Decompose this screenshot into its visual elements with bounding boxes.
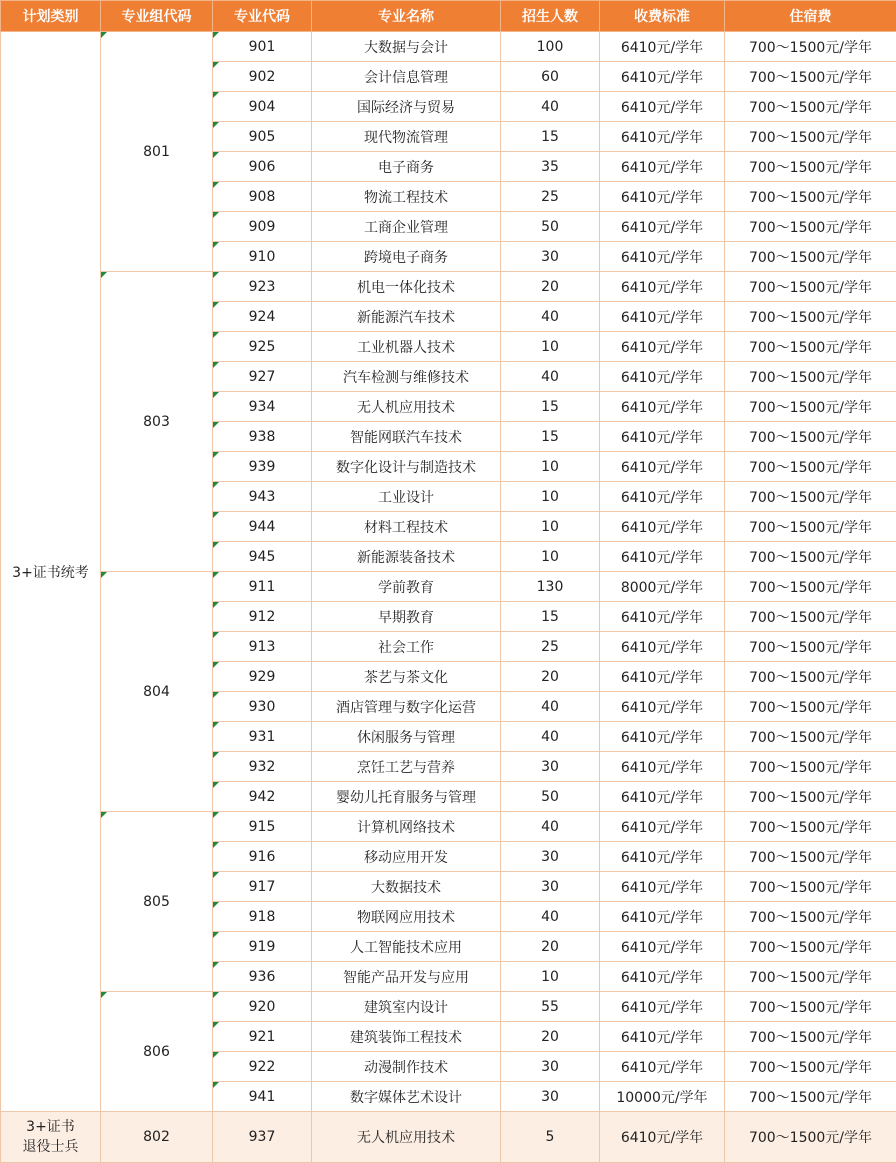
- major-code-cell: 927: [213, 362, 312, 392]
- dorm-fee-cell: 700～1500元/学年: [725, 932, 896, 962]
- quota-cell: 10: [501, 332, 600, 362]
- tuition-cell: 6410元/学年: [600, 92, 725, 122]
- tuition-cell: 6410元/学年: [600, 122, 725, 152]
- quota-cell: 60: [501, 62, 600, 92]
- tuition-cell: 6410元/学年: [600, 872, 725, 902]
- table-row: [1, 992, 896, 1022]
- quota-cell: 25: [501, 182, 600, 212]
- dorm-fee-cell: 700～1500元/学年: [725, 242, 896, 272]
- table-row-veterans: [1, 1112, 896, 1163]
- major-code-cell: 905: [213, 122, 312, 152]
- major-name-cell: 智能产品开发与应用: [312, 962, 501, 992]
- major-name-cell: 建筑装饰工程技术: [312, 1022, 501, 1052]
- group-code-cell: 803: [101, 272, 213, 572]
- major-name-cell: 酒店管理与数字化运营: [312, 692, 501, 722]
- major-name-cell: 建筑室内设计: [312, 992, 501, 1022]
- tuition-cell: 6410元/学年: [600, 542, 725, 572]
- major-code-cell: 925: [213, 332, 312, 362]
- dorm-fee-cell: 700～1500元/学年: [725, 482, 896, 512]
- tuition-cell: 6410元/学年: [600, 1052, 725, 1082]
- major-name-cell: 新能源汽车技术: [312, 302, 501, 332]
- dorm-fee-cell: 700～1500元/学年: [725, 692, 896, 722]
- tuition-cell: 6410元/学年: [600, 452, 725, 482]
- major-code-cell: 908: [213, 182, 312, 212]
- major-code-cell: 917: [213, 872, 312, 902]
- quota-cell: 40: [501, 92, 600, 122]
- tuition-cell: 6410元/学年: [600, 842, 725, 872]
- major-name-cell: 材料工程技术: [312, 512, 501, 542]
- quota-cell: 100: [501, 32, 600, 62]
- tuition-cell: 10000元/学年: [600, 1082, 725, 1112]
- plan-category-cell: 3+证书统考: [1, 32, 101, 1112]
- quota-cell: 20: [501, 932, 600, 962]
- dorm-fee-cell: 700～1500元/学年: [725, 182, 896, 212]
- major-code-cell: 938: [213, 422, 312, 452]
- major-name-cell: 休闲服务与管理: [312, 722, 501, 752]
- major-name-cell: 人工智能技术应用: [312, 932, 501, 962]
- major-name-cell: 机电一体化技术: [312, 272, 501, 302]
- major-name-cell: 会计信息管理: [312, 62, 501, 92]
- tuition-cell: 6410元/学年: [600, 962, 725, 992]
- major-name-cell: 工商企业管理: [312, 212, 501, 242]
- major-code-cell: 913: [213, 632, 312, 662]
- dorm-fee-cell: 700～1500元/学年: [725, 272, 896, 302]
- quota-cell: 10: [501, 482, 600, 512]
- major-name-cell: 工业机器人技术: [312, 332, 501, 362]
- header-major-code: 专业代码: [213, 1, 312, 32]
- quota-cell: 20: [501, 662, 600, 692]
- major-code-cell: 901: [213, 32, 312, 62]
- quota-cell: 10: [501, 452, 600, 482]
- major-code-cell: 937: [213, 1112, 312, 1163]
- major-name-cell: 工业设计: [312, 482, 501, 512]
- major-code-cell: 906: [213, 152, 312, 182]
- major-code-cell: 920: [213, 992, 312, 1022]
- table-row: [1, 812, 896, 842]
- group-code-cell: 804: [101, 572, 213, 812]
- major-name-cell: 计算机网络技术: [312, 812, 501, 842]
- dorm-fee-cell: 700～1500元/学年: [725, 1082, 896, 1112]
- tuition-cell: 6410元/学年: [600, 662, 725, 692]
- quota-cell: 30: [501, 872, 600, 902]
- major-code-cell: 910: [213, 242, 312, 272]
- quota-cell: 15: [501, 392, 600, 422]
- major-name-cell: 电子商务: [312, 152, 501, 182]
- major-code-cell: 918: [213, 902, 312, 932]
- dorm-fee-cell: 700～1500元/学年: [725, 92, 896, 122]
- tuition-cell: 6410元/学年: [600, 482, 725, 512]
- table-body: [1, 32, 896, 1163]
- table-row: [1, 32, 896, 62]
- tuition-cell: 6410元/学年: [600, 722, 725, 752]
- dorm-fee-cell: 700～1500元/学年: [725, 842, 896, 872]
- quota-cell: 20: [501, 272, 600, 302]
- dorm-fee-cell: 700～1500元/学年: [725, 62, 896, 92]
- dorm-fee-cell: 700～1500元/学年: [725, 32, 896, 62]
- tuition-cell: 6410元/学年: [600, 362, 725, 392]
- major-code-cell: 915: [213, 812, 312, 842]
- tuition-cell: 6410元/学年: [600, 992, 725, 1022]
- major-name-cell: 跨境电子商务: [312, 242, 501, 272]
- quota-cell: 30: [501, 842, 600, 872]
- major-name-cell: 学前教育: [312, 572, 501, 602]
- major-code-cell: 944: [213, 512, 312, 542]
- group-code-cell: 801: [101, 32, 213, 272]
- major-code-cell: 929: [213, 662, 312, 692]
- dorm-fee-cell: 700～1500元/学年: [725, 962, 896, 992]
- tuition-cell: 6410元/学年: [600, 1112, 725, 1163]
- tuition-cell: 6410元/学年: [600, 812, 725, 842]
- header-group-code: 专业组代码: [101, 1, 213, 32]
- dorm-fee-cell: 700～1500元/学年: [725, 572, 896, 602]
- tuition-cell: 6410元/学年: [600, 602, 725, 632]
- major-name-cell: 现代物流管理: [312, 122, 501, 152]
- major-code-cell: 934: [213, 392, 312, 422]
- quota-cell: 30: [501, 1052, 600, 1082]
- quota-cell: 130: [501, 572, 600, 602]
- quota-cell: 40: [501, 722, 600, 752]
- dorm-fee-cell: 700～1500元/学年: [725, 782, 896, 812]
- tuition-cell: 6410元/学年: [600, 152, 725, 182]
- quota-cell: 40: [501, 692, 600, 722]
- plan-category-line: 退役士兵: [22, 1139, 79, 1155]
- tuition-cell: 6410元/学年: [600, 1022, 725, 1052]
- dorm-fee-cell: 700～1500元/学年: [725, 542, 896, 572]
- major-name-cell: 动漫制作技术: [312, 1052, 501, 1082]
- dorm-fee-cell: 700～1500元/学年: [725, 1112, 896, 1163]
- header-row: [1, 1, 896, 32]
- tuition-cell: 6410元/学年: [600, 512, 725, 542]
- major-code-cell: 930: [213, 692, 312, 722]
- major-name-cell: 大数据技术: [312, 872, 501, 902]
- dorm-fee-cell: 700～1500元/学年: [725, 632, 896, 662]
- tuition-cell: 6410元/学年: [600, 692, 725, 722]
- dorm-fee-cell: 700～1500元/学年: [725, 362, 896, 392]
- major-name-cell: 婴幼儿托育服务与管理: [312, 782, 501, 812]
- major-code-cell: 912: [213, 602, 312, 632]
- tuition-cell: 6410元/学年: [600, 932, 725, 962]
- dorm-fee-cell: 700～1500元/学年: [725, 1022, 896, 1052]
- tuition-cell: 8000元/学年: [600, 572, 725, 602]
- major-code-cell: 936: [213, 962, 312, 992]
- major-code-cell: 904: [213, 92, 312, 122]
- dorm-fee-cell: 700～1500元/学年: [725, 212, 896, 242]
- major-code-cell: 924: [213, 302, 312, 332]
- major-name-cell: 烹饪工艺与营养: [312, 752, 501, 782]
- dorm-fee-cell: 700～1500元/学年: [725, 512, 896, 542]
- major-name-cell: 汽车检测与维修技术: [312, 362, 501, 392]
- tuition-cell: 6410元/学年: [600, 212, 725, 242]
- plan-category-line: 3+证书: [26, 1119, 75, 1135]
- dorm-fee-cell: 700～1500元/学年: [725, 152, 896, 182]
- major-name-cell: 数字化设计与制造技术: [312, 452, 501, 482]
- tuition-cell: 6410元/学年: [600, 302, 725, 332]
- dorm-fee-cell: 700～1500元/学年: [725, 302, 896, 332]
- table-row: [1, 272, 896, 302]
- quota-cell: 30: [501, 242, 600, 272]
- quota-cell: 15: [501, 422, 600, 452]
- tuition-cell: 6410元/学年: [600, 902, 725, 932]
- major-code-cell: 943: [213, 482, 312, 512]
- header-major-name: 专业名称: [312, 1, 501, 32]
- quota-cell: 35: [501, 152, 600, 182]
- major-code-cell: 941: [213, 1082, 312, 1112]
- dorm-fee-cell: 700～1500元/学年: [725, 872, 896, 902]
- tuition-cell: 6410元/学年: [600, 62, 725, 92]
- dorm-fee-cell: 700～1500元/学年: [725, 902, 896, 932]
- quota-cell: 50: [501, 782, 600, 812]
- tuition-cell: 6410元/学年: [600, 752, 725, 782]
- quota-cell: 20: [501, 1022, 600, 1052]
- header-dorm-fee: 住宿费: [725, 1, 896, 32]
- quota-cell: 40: [501, 302, 600, 332]
- quota-cell: 10: [501, 542, 600, 572]
- header-plan-category: 计划类别: [1, 1, 101, 32]
- quota-cell: 10: [501, 512, 600, 542]
- dorm-fee-cell: 700～1500元/学年: [725, 992, 896, 1022]
- quota-cell: 25: [501, 632, 600, 662]
- dorm-fee-cell: 700～1500元/学年: [725, 122, 896, 152]
- tuition-cell: 6410元/学年: [600, 242, 725, 272]
- tuition-cell: 6410元/学年: [600, 182, 725, 212]
- major-name-cell: 无人机应用技术: [312, 392, 501, 422]
- major-name-cell: 智能网联汽车技术: [312, 422, 501, 452]
- quota-cell: 15: [501, 122, 600, 152]
- quota-cell: 30: [501, 752, 600, 782]
- major-code-cell: 916: [213, 842, 312, 872]
- dorm-fee-cell: 700～1500元/学年: [725, 812, 896, 842]
- tuition-cell: 6410元/学年: [600, 422, 725, 452]
- tuition-cell: 6410元/学年: [600, 332, 725, 362]
- dorm-fee-cell: 700～1500元/学年: [725, 1052, 896, 1082]
- group-code-cell: 805: [101, 812, 213, 992]
- header-tuition: 收费标准: [600, 1, 725, 32]
- major-name-cell: 茶艺与茶文化: [312, 662, 501, 692]
- table-row: [1, 572, 896, 602]
- major-code-cell: 923: [213, 272, 312, 302]
- major-code-cell: 919: [213, 932, 312, 962]
- dorm-fee-cell: 700～1500元/学年: [725, 602, 896, 632]
- tuition-cell: 6410元/学年: [600, 272, 725, 302]
- dorm-fee-cell: 700～1500元/学年: [725, 452, 896, 482]
- quota-cell: 30: [501, 1082, 600, 1112]
- header-quota: 招生人数: [501, 1, 600, 32]
- plan-category-cell-veterans: [1, 1112, 101, 1163]
- quota-cell: 40: [501, 902, 600, 932]
- group-code-cell: 802: [101, 1112, 213, 1163]
- quota-cell: 40: [501, 362, 600, 392]
- major-name-cell: 早期教育: [312, 602, 501, 632]
- major-code-cell: 945: [213, 542, 312, 572]
- dorm-fee-cell: 700～1500元/学年: [725, 752, 896, 782]
- tuition-cell: 6410元/学年: [600, 632, 725, 662]
- quota-cell: 5: [501, 1112, 600, 1163]
- quota-cell: 50: [501, 212, 600, 242]
- dorm-fee-cell: 700～1500元/学年: [725, 422, 896, 452]
- major-name-cell: 大数据与会计: [312, 32, 501, 62]
- dorm-fee-cell: 700～1500元/学年: [725, 392, 896, 422]
- dorm-fee-cell: 700～1500元/学年: [725, 722, 896, 752]
- dorm-fee-cell: 700～1500元/学年: [725, 662, 896, 692]
- major-name-cell: 无人机应用技术: [312, 1112, 501, 1163]
- major-code-cell: 902: [213, 62, 312, 92]
- dorm-fee-cell: 700～1500元/学年: [725, 332, 896, 362]
- major-code-cell: 921: [213, 1022, 312, 1052]
- major-name-cell: 物流工程技术: [312, 182, 501, 212]
- major-code-cell: 932: [213, 752, 312, 782]
- major-code-cell: 942: [213, 782, 312, 812]
- tuition-cell: 6410元/学年: [600, 392, 725, 422]
- tuition-cell: 6410元/学年: [600, 32, 725, 62]
- tuition-cell: 6410元/学年: [600, 782, 725, 812]
- quota-cell: 15: [501, 602, 600, 632]
- major-name-cell: 新能源装备技术: [312, 542, 501, 572]
- major-code-cell: 939: [213, 452, 312, 482]
- major-code-cell: 922: [213, 1052, 312, 1082]
- major-code-cell: 909: [213, 212, 312, 242]
- quota-cell: 55: [501, 992, 600, 1022]
- quota-cell: 40: [501, 812, 600, 842]
- group-code-cell: 806: [101, 992, 213, 1112]
- major-name-cell: 移动应用开发: [312, 842, 501, 872]
- quota-cell: 10: [501, 962, 600, 992]
- major-name-cell: 社会工作: [312, 632, 501, 662]
- major-code-cell: 931: [213, 722, 312, 752]
- major-name-cell: 数字媒体艺术设计: [312, 1082, 501, 1112]
- major-name-cell: 国际经济与贸易: [312, 92, 501, 122]
- major-code-cell: 911: [213, 572, 312, 602]
- major-name-cell: 物联网应用技术: [312, 902, 501, 932]
